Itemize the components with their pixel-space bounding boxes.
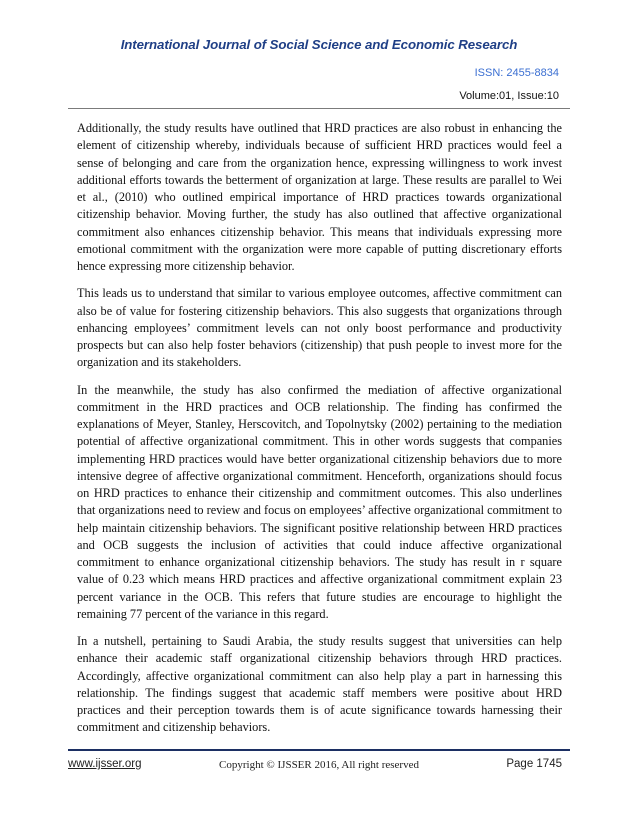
volume-issue-label: Volume:01, Issue:10 — [459, 90, 559, 102]
journal-title: International Journal of Social Science and Economic Research — [120, 37, 518, 52]
page-number: Page 1745 — [506, 758, 562, 770]
paragraph: In a nutshell, pertaining to Saudi Arabia, the study results suggest that universities can help enhance their academic staff organizational citizenship behaviors through HRD practices. Accordingly, affective organizational commitment can also help play a part in harnessing this relationship. The findings suggest that academic staff members were positive about HRD practices and their perception towards them is of acute significance towards harnessing their commitment and citizenship behaviors. — [77, 634, 562, 735]
paragraph: In the meanwhile, the study has also confirmed the mediation of affective organizational commitment in the HRD practices and OCB relationship. The finding has confirmed the explanations of Meyer, Stanley, Herscovitch, and Topolnytsky (2002) pertaining to the mediation potential of affective organizational commitment. This in other words suggests that companies implementing HRD practices would have better organizational citizenship behaviors due to more intensive degree of affective organizational commitment. Henceforth, organizations should focus on HRD practices to enhance their citizenship and commitment outcomes. This also underlines that organizations need to review and focus on employees’ affective organizational commitment to help maintain citizenship behaviors. The significant positive relationship between HRD practices and OCB suggests the inclusion of activities that could induce affective organizational commitment to enhance organizational citizenship behaviors. The study has result in r square value of 0.23 which means HRD practices and affective organizational commitment explain 23 percent variance in the OCB. This refers that future studies are encourage to highlight the remaining 77 percent of the variance in this regard. — [77, 382, 562, 621]
paragraph: This leads us to understand that similar to various employee outcomes, affective commitment can also be of value for fostering citizenship behaviors. This also suggests that organizations through enhancing employees’ commitment levels can not only boost performance and productivity prospects but can also help foster behaviors (citizenship) that push people to invest more for the organization and its stakeholders. — [77, 286, 562, 370]
header-divider — [68, 108, 570, 109]
article-body — [77, 120, 562, 747]
issn-label: ISSN: 2455-8834 — [474, 67, 559, 79]
footer-divider — [68, 749, 570, 751]
journal-website-link[interactable]: www.ijsser.org — [68, 758, 142, 770]
copyright-notice: Copyright © IJSSER 2016, All right reserved — [219, 759, 419, 771]
paragraph: Additionally, the study results have outlined that HRD practices are also robust in enhancing the element of citizenship whereby, individuals because of sufficient HRD practices would feel a sense of belonging and care from the organization hence, expressing willingness to work invest additional efforts towards the betterment of organization at large. These results are parallel to Wei et al., (2010) who outlined empirical importance of HRD practices towards organizational citizenship behavior. Moving further, the study has also outlined that affective organizational commitment also enhances citizenship behavior. This means that individuals expressing more emotional commitment with the organization were more capable of putting discretionary efforts hence expressing more citizenship behavior. — [77, 121, 562, 273]
